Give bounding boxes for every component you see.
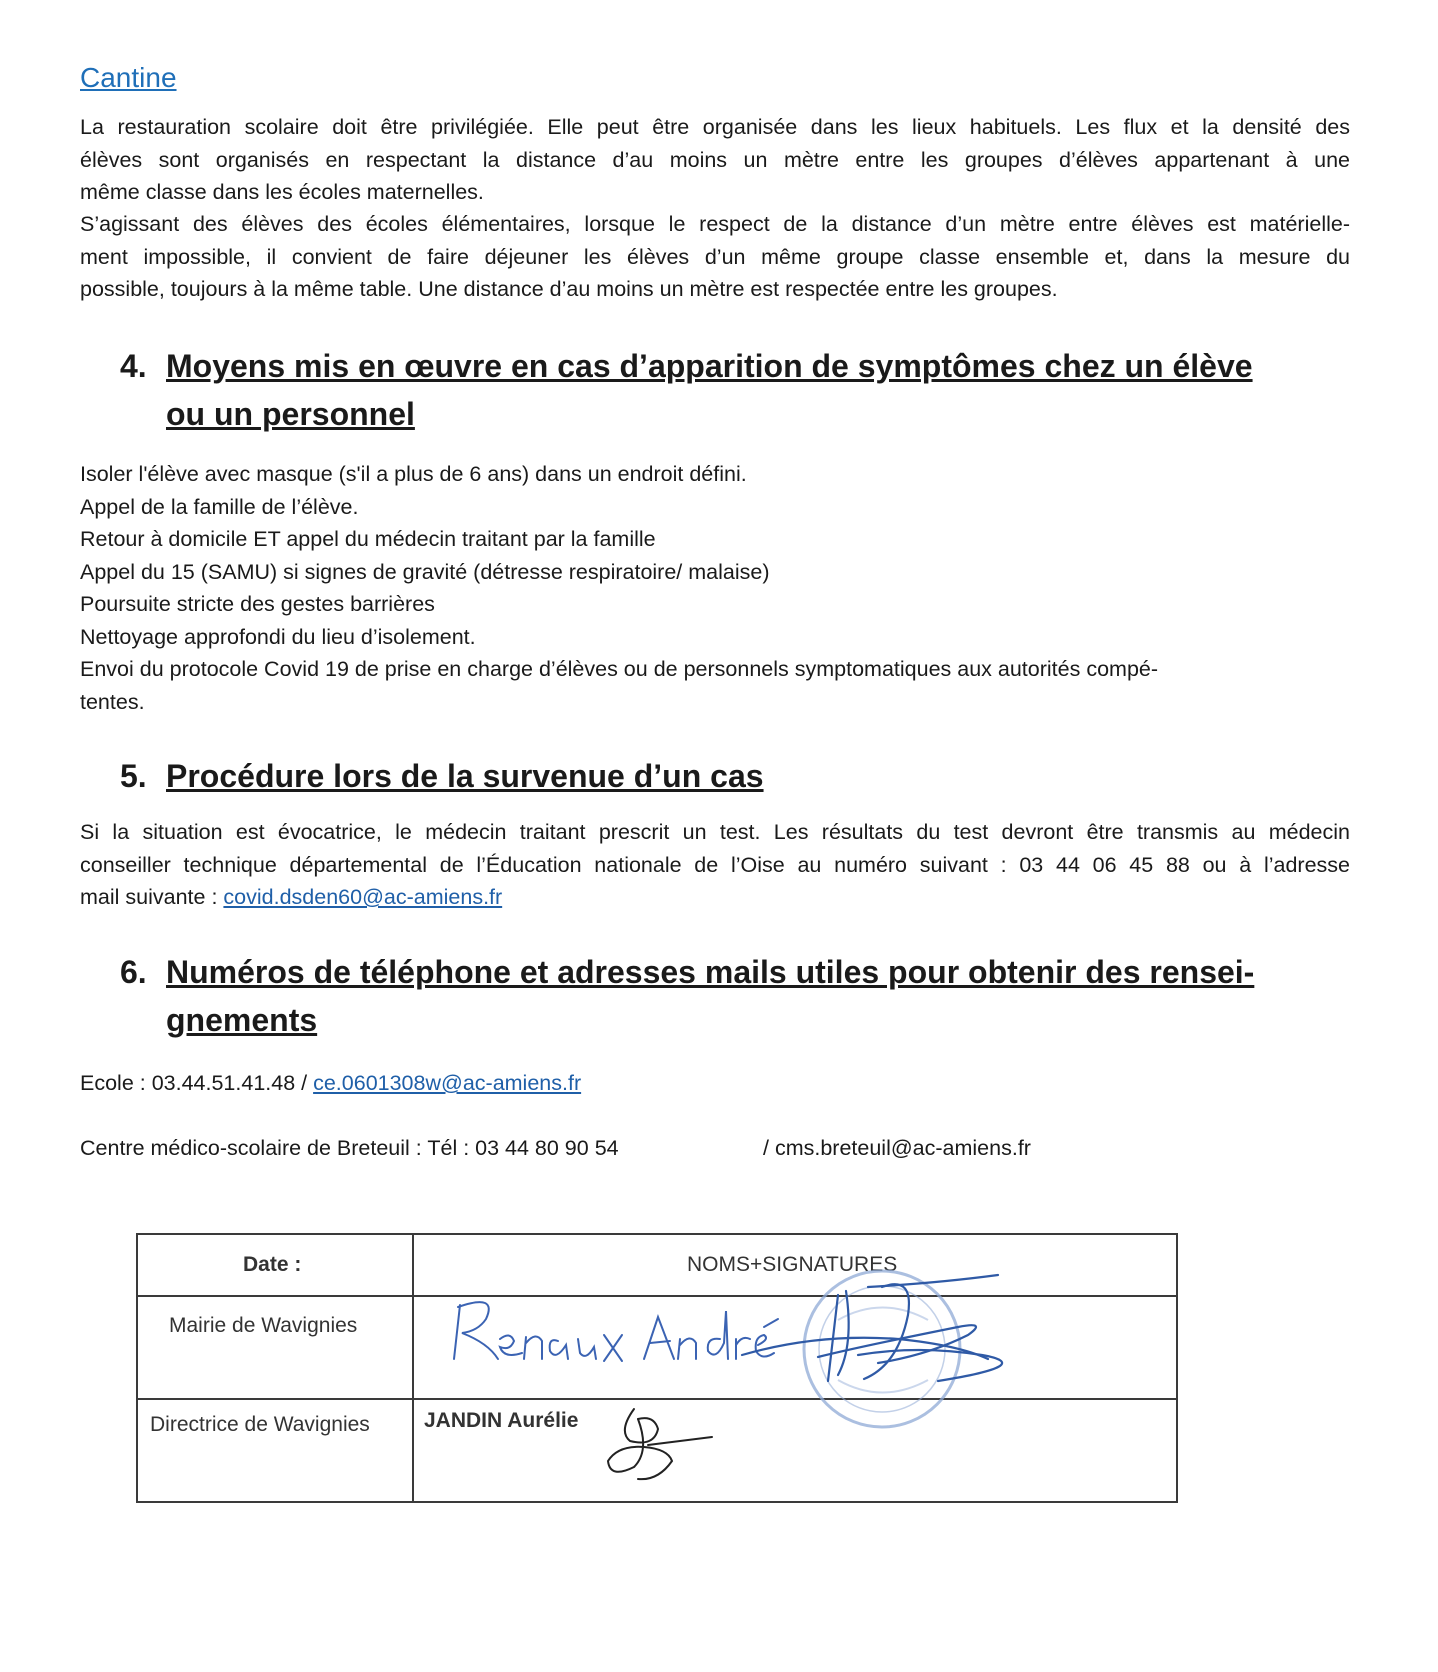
names-signatures-label: NOMS+SIGNATURES (687, 1253, 898, 1276)
ecole-email-link[interactable]: ce.0601308w@ac-amiens.fr (313, 1071, 582, 1095)
covid-email-link[interactable]: covid.dsden60@ac-amiens.fr (223, 885, 503, 909)
cms-email: / cms.breteuil@ac-amiens.fr (763, 1136, 1031, 1160)
mayor-flourish-signature (742, 1275, 1002, 1381)
ecole-contact (80, 1067, 581, 1099)
directrice-name: JANDIN Aurélie (424, 1409, 579, 1432)
paragraph-line: conseiller technique départemental de l’Éducation nationale de l’Oise au numéro suivant : 03 44 06 45 88 ou à l’adresse (80, 852, 1350, 877)
section-title-line: Procédure lors de la survenue d’un cas (166, 758, 764, 794)
list-item: Appel de la famille de l’élève. (80, 494, 359, 519)
cantine-paragraph-1 (80, 111, 1350, 209)
directrice-handwritten-signature (608, 1409, 712, 1479)
section-4-list (80, 458, 1350, 718)
list-item: Poursuite stricte des gestes barrières (80, 592, 435, 616)
paragraph-line: Si la situation est évocatrice, le médecin traitant prescrit un test. Les résultats du test devront être transmis au médecin (80, 820, 1350, 844)
list-item: tentes. (80, 689, 145, 714)
section-title-line: Moyens mis en œuvre en cas d’apparition de symptômes chez un élève (166, 348, 1253, 384)
section-5-heading (120, 752, 1350, 800)
list-item: Appel du 15 (SAMU) si signes de gravité (détresse respiratoire/ malaise) (80, 559, 770, 584)
cms-phone: Centre médico-scolaire de Breteuil : Tél : 03 44 80 90 54 (80, 1136, 619, 1160)
section-4-heading (120, 342, 1350, 438)
mairie-label: Mairie de Wavignies (169, 1314, 358, 1337)
list-item: Nettoyage approfondi du lieu d’isolement. (80, 624, 476, 649)
section-number: 4. (120, 348, 147, 384)
list-item: Retour à domicile ET appel du médecin traitant par la famille (80, 527, 656, 551)
paragraph-line: possible, toujours à la même table. Une distance d’au moins un mètre est respectée entre les groupes. (80, 277, 1058, 301)
email-prefix: mail suivante : (80, 885, 224, 909)
date-label: Date : (243, 1253, 302, 1276)
signature-table (136, 1233, 1178, 1503)
paragraph-line: S’agissant des élèves des écoles élémentaires, lorsque le respect de la distance d’un mètre entre élèves est matérielle- (80, 212, 1350, 236)
mairie-handwritten-signature (454, 1302, 778, 1361)
list-item: Isoler l'élève avec masque (s'il a plus de 6 ans) dans un endroit défini. (80, 462, 747, 486)
cantine-paragraph-2 (80, 208, 1350, 306)
paragraph-line: élèves sont organisés en respectant la distance d’au moins un mètre entre les groupes d’élèves appartenant à une (80, 147, 1350, 172)
section-title-line: gnements (166, 1002, 318, 1038)
cantine-heading: Cantine (80, 62, 177, 93)
ecole-phone: Ecole : 03.44.51.41.48 / (80, 1071, 314, 1095)
paragraph-line: même classe dans les écoles maternelles. (80, 180, 484, 204)
paragraph-line: La restauration scolaire doit être privilégiée. Elle peut être organisée dans les lieux habituels. Les flux et la densité des (80, 115, 1350, 139)
section-6-heading (120, 948, 1350, 1044)
paragraph-line (80, 881, 1350, 914)
section-title-line: Numéros de téléphone et adresses mails utiles pour obtenir des rensei- (166, 954, 1255, 990)
section-title-line: ou un personnel (166, 396, 415, 432)
directrice-label: Directrice de Wavignies (150, 1413, 370, 1436)
list-item: Envoi du protocole Covid 19 de prise en charge d’élèves ou de personnels symptomatiques aux autorités compé- (80, 657, 1159, 681)
section-5-paragraph (80, 816, 1350, 914)
section-number: 5. (120, 758, 147, 794)
paragraph-line: ment impossible, il convient de faire déjeuner les élèves d’un même groupe classe ensemble et, dans la mesure du (80, 244, 1350, 269)
signatures-drawing (138, 1235, 1180, 1505)
section-number: 6. (120, 954, 147, 990)
